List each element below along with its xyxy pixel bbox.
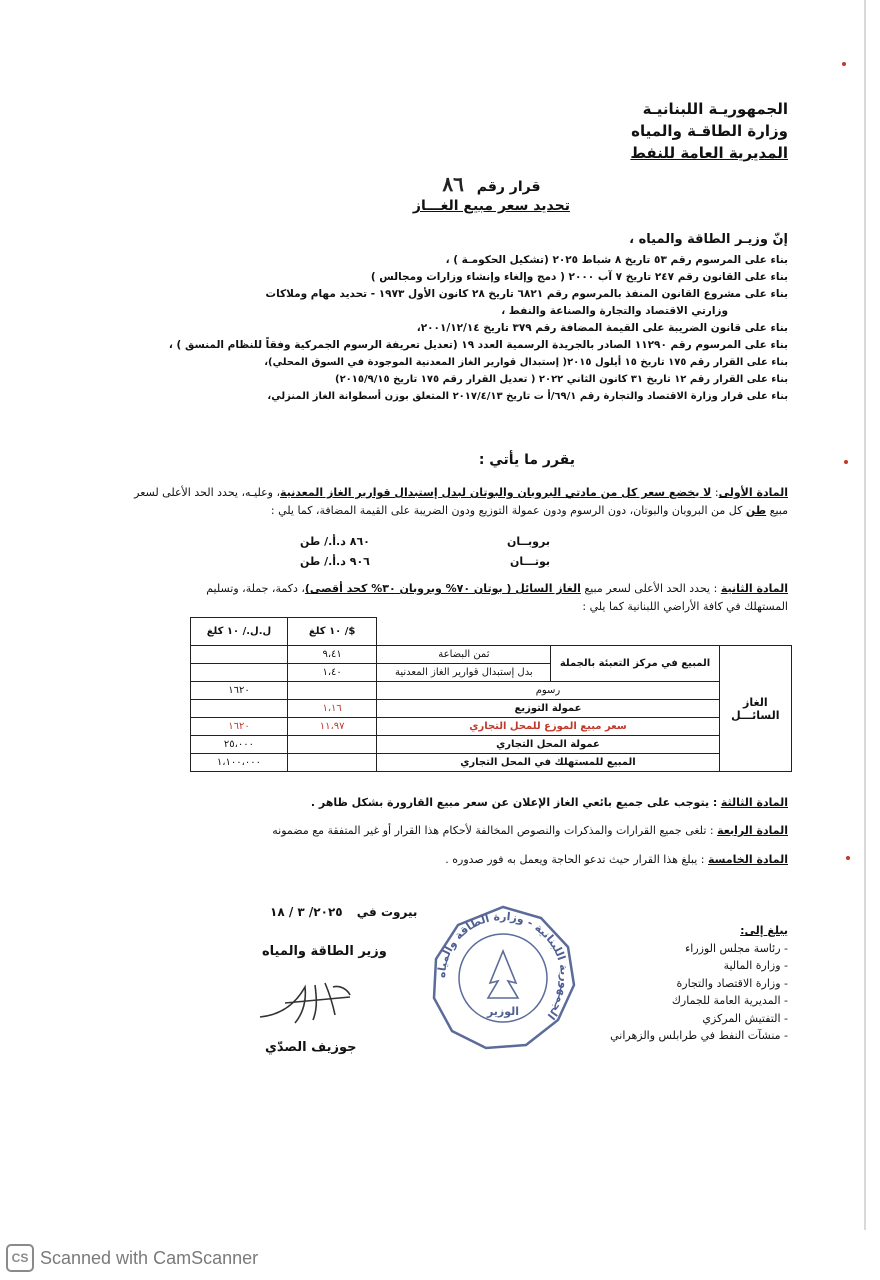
- distribution-list: [610, 922, 788, 1045]
- page-edge-line: [864, 0, 866, 1230]
- list-item: - منشآت النفط في طرابلس والزهراني: [610, 1029, 788, 1042]
- cell-lbp: [191, 664, 288, 682]
- letterhead-line-republic: الجمهوريـة اللبنانيـة: [642, 100, 788, 118]
- cell-lbp: [191, 700, 288, 718]
- minister-intro: إنّ وزيـر الطاقة والمياه ،: [629, 232, 788, 247]
- cell-usd: [287, 682, 376, 700]
- price-unit: د.أ./ طن: [300, 535, 346, 548]
- decides-heading: يقرر ما يأتي :: [478, 452, 575, 468]
- column-header-lbp: ل.ل./ ١٠ كلغ: [191, 618, 288, 646]
- price-unit: د.أ./ طن: [300, 555, 346, 568]
- decision-subject: تحديد سعر مبيع الغـــاز: [412, 198, 570, 214]
- letterhead: [630, 98, 788, 164]
- red-mark: [842, 62, 846, 66]
- preamble-line: بناء على قرار وزارة الاقتصاد والتجارة رقم ٦٩/١/أ ت تاريخ ٢٠١٧/٤/١٣ المتعلق بوزن أسطوانة الغاز المنزلي،: [267, 391, 788, 402]
- preamble-line: بناء على مشروع القانون المنفذ بالمرسوم رقم ٦٨٢١ تاريخ ٢٨ كانون الأول ١٩٧٣ - تحديد مهام وملاكات: [265, 288, 788, 300]
- article-1-text: ، وعليـه، يحدد الحد الأعلى لسعر: [134, 486, 281, 499]
- decision-label: قرار رقم: [476, 179, 541, 195]
- cell-usd: ٩،٤١: [287, 646, 376, 664]
- product-name: بروبــان: [507, 535, 550, 548]
- cell-lbp: ١،١٠٠،٠٠٠: [191, 754, 288, 772]
- red-mark: [846, 856, 850, 860]
- price-value: ٨٦٠: [349, 535, 370, 548]
- article-1-ton: طن: [745, 504, 767, 517]
- letterhead-line-directorate: المديرية العامة للنفط: [630, 144, 788, 162]
- price-row-propane: [300, 532, 550, 552]
- article-5-label: المادة الخامسة: [707, 853, 788, 866]
- article-3: [88, 794, 788, 812]
- group-label: الغاز السائـــل: [719, 646, 791, 772]
- camscanner-watermark: [6, 1244, 258, 1272]
- cell-usd: [287, 754, 376, 772]
- cell-lbp: ١٦٢٠: [191, 682, 288, 700]
- official-stamp-icon: [428, 903, 578, 1053]
- row-label: سعر مبيع الموزع للمحل التجاري: [377, 718, 719, 736]
- stamp-center-text: الوزير: [486, 1005, 520, 1018]
- signing-place-date: [270, 905, 417, 919]
- preamble: [148, 252, 788, 405]
- preamble-line: بناء على قانون الضريبة على القيمة المضافة رقم ٣٧٩ تاريخ ٢٠٠١/١٢/١٤،: [416, 322, 788, 334]
- price-table: [190, 617, 792, 772]
- row-label: رسوم: [377, 682, 719, 700]
- signature-icon: [255, 975, 365, 1025]
- list-item: - المديرية العامة للجمارك: [671, 994, 788, 1007]
- row-label: المبيع للمستهلك في المحل التجاري: [377, 754, 719, 772]
- letterhead-line-ministry: وزارة الطاقـة والمياه: [631, 122, 788, 140]
- scanner-footer: [0, 1247, 880, 1280]
- article-1-bold: لا يخضع سعر كل من مادتي البروبان والبوتان لبدل إستبدال قوارير الغاز المعدنية: [280, 486, 712, 499]
- list-item: - وزارة الاقتصاد والتجارة: [676, 976, 788, 990]
- preamble-line: بناء على القانون رقم ٢٤٧ تاريخ ٧ آب ٢٠٠٠ ( دمج وإلغاء وإنشاء وزارات ومجالس ): [370, 271, 788, 283]
- wholesale-label: المبيع في مركز التعبئة بالجملة: [551, 646, 719, 682]
- article-2-text: : يحدد الحد الأعلى لسعر مبيع: [584, 582, 718, 595]
- article-2-text: المستهلك في كافة الأراضي اللبنانية كما يلي :: [582, 600, 788, 613]
- distribution-title: يبلغ إلى:: [740, 924, 788, 937]
- cell-lbp: ٢٥،٠٠٠: [191, 736, 288, 754]
- cell-usd: [287, 736, 376, 754]
- row-label: بدل إستبدال قوارير الغاز المعدنية: [377, 664, 551, 682]
- cell-lbp: ١٦٢٠: [191, 718, 288, 736]
- list-item: - رئاسة مجلس الوزراء: [685, 941, 788, 955]
- red-mark: [844, 460, 848, 464]
- row-label: عمولة المحل التجاري: [377, 736, 719, 754]
- article-2-text: ، دكمة، جملة، وتسليم: [206, 582, 305, 595]
- column-header-usd: $/ ١٠ كلغ: [287, 618, 376, 646]
- signatory-name: جوزيف الصدّي: [265, 1040, 357, 1055]
- signatory-title: وزير الطاقة والمياه: [262, 944, 387, 959]
- price-list: [300, 532, 550, 572]
- list-item: - التفتيش المركزي: [702, 1011, 788, 1025]
- camscanner-logo-icon: CS: [6, 1244, 34, 1272]
- preamble-line: بناء على المرسوم رقم ١١٢٩٠ الصادر بالجريدة الرسمية العدد ١٩ (تعديل تعريفة الرسوم الجمركية وفقاً للنظام المنسق ) ،: [168, 339, 788, 351]
- row-label: ثمن البضاعة: [377, 646, 551, 664]
- article-4: [88, 822, 788, 840]
- cell-lbp: [191, 646, 288, 664]
- row-label: عمولة التوزيع: [377, 700, 719, 718]
- preamble-line: بناء على المرسوم رقم ٥٣ تاريخ ٨ شباط ٢٠٢٥ (تشكيل الحكومـة ) ،: [445, 254, 788, 266]
- article-1-text: مبيع: [769, 504, 788, 517]
- cell-usd: ١،١٦: [287, 700, 376, 718]
- cell-usd: ١،٤٠: [287, 664, 376, 682]
- preamble-line: بناء على القرار رقم ١٧٥ تاريخ ١٥ أيلول ٢٠١٥( إستبدال قوارير الغاز المعدنية الموجودة في السوق المحلي)،: [264, 357, 788, 368]
- article-2-label: المادة الثانية: [720, 582, 788, 595]
- article-3-text: : يتوجب على جميع بائعي الغاز الإعلان عن سعر مبيع القارورة بشكل ظاهر .: [310, 796, 718, 809]
- signing-date: ٢٠٢٥/ ٣ / ١٨: [270, 905, 343, 919]
- article-2-bold: الغاز السائل ( بوتان ٧٠% وبروبان ٣٠% كحد أقصى): [304, 582, 581, 595]
- price-row-butane: [300, 552, 550, 572]
- cell-usd: ١١،٩٧: [287, 718, 376, 736]
- scanner-text: Scanned with CamScanner: [40, 1247, 259, 1268]
- article-5-text: : يبلغ هذا القرار حيث تدعو الحاجة ويعمل به فور صدوره .: [445, 853, 705, 866]
- article-2: [88, 580, 788, 616]
- preamble-line: وزارتي الاقتصاد والتجارة والصناعة والنفط ،: [501, 305, 728, 317]
- article-5: [88, 851, 788, 869]
- article-3-label: المادة الثالثة: [720, 796, 788, 809]
- price-value: ٩٠٦: [349, 555, 370, 568]
- list-item: - وزارة المالية: [723, 959, 788, 972]
- article-1-text: كل من البروبان والبوتان، دون الرسوم ودون عمولة التوزيع ودون الضريبة على القيمة المضافة، كما يلي :: [270, 504, 743, 517]
- article-1: المادة الأولى: لا يخضع سعر كل من مادتي البروبان والبوتان لبدل إستبدال قوارير الغاز المعدنية، وعليـه، يحدد الحد الأعلى لسعر مبيع طن كل من البروبان والبوتان، دون الرسوم ودون عمولة التوزيع ودون الضريبة على القيمة المضافة، كما يلي :: [134, 486, 788, 517]
- signing-place: بيروت في: [356, 905, 418, 919]
- article-4-label: المادة الرابعة: [717, 824, 788, 837]
- preamble-line: بناء على القرار رقم ١٢ تاريخ ٣١ كانون الثاني ٢٠٢٢ ( تعديل القرار رقم ١٧٥ تاريخ ٢٠١٥/٩/١٥): [334, 374, 788, 385]
- stamp-ring-text: الجمهورية اللبنانية - وزارة الطاقة والمياه: [434, 909, 572, 1023]
- article-4-text: : تلغى جميع القرارات والمذكرات والنصوص المخالفة لأحكام هذا القرار أو غير المتفقة مع مضمونه: [272, 824, 714, 837]
- product-name: بوتـــان: [510, 555, 550, 568]
- article-1-label: المادة الأولى: [718, 486, 788, 499]
- decision-number: ٨٦: [442, 172, 464, 196]
- decision-title: [413, 172, 570, 214]
